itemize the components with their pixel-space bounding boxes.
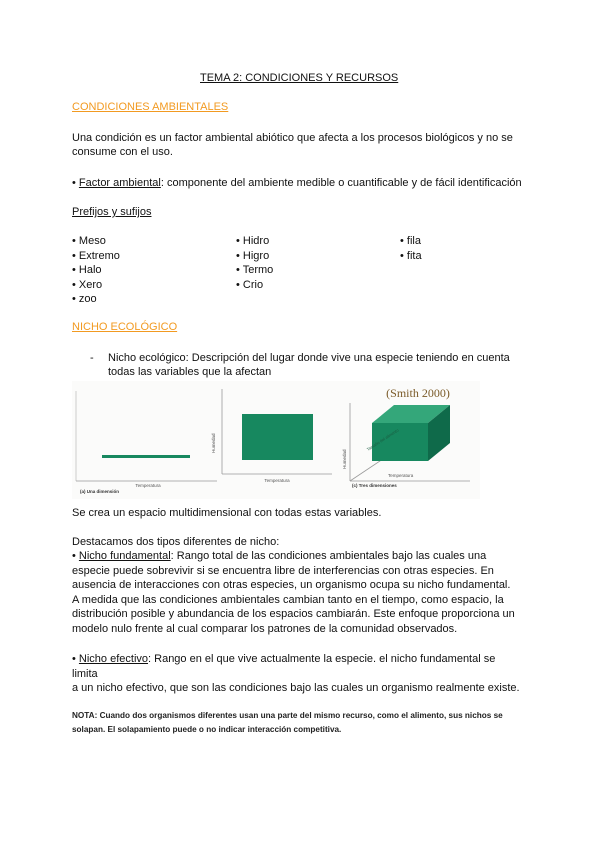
nota-block: NOTA: Cuando dos organismos diferentes usan una parte del mismo recurso, como el alimento, sus nichos se solapan. El solapamiento puede o no indicar interacción competitiva.	[72, 711, 503, 734]
nicho-efectivo-line-2: limita	[72, 667, 98, 680]
list-item: • Extremo	[72, 249, 120, 262]
panel-c-caption: (c) Tres dimensiones	[352, 483, 397, 488]
destacamos-sentence: Destacamos dos tipos diferentes de nicho:	[72, 536, 280, 548]
multidim-sentence: Se crea un espacio multidimensional con todas estas variables.	[72, 507, 382, 519]
list-item: • fita	[400, 249, 422, 262]
factor-ambiental-term: Factor ambiental	[78, 177, 161, 189]
nicho-efectivo-def-start: : Rango en el que vive actualmente la especie. el nicho fundamental se	[148, 653, 496, 665]
prefix-column-1	[72, 234, 120, 307]
bullet: •	[72, 653, 79, 665]
factor-ambiental-definition: : componente del ambiente medible o cuantificable y de fácil identificación	[160, 177, 522, 189]
nicho-fundamental-line-6: modelo nulo frente al cual comparar los patrones de la comunidad observados.	[72, 622, 458, 635]
nicho-efectivo-term: Nicho efectivo	[78, 653, 149, 665]
list-item: • Xero	[72, 278, 103, 291]
factor-ambiental-line	[72, 176, 522, 190]
nicho-efectivo-line-1	[72, 652, 495, 666]
intro-line-1: Una condición es un factor ambiental abiótico que afecta a los procesos biológicos y no se	[72, 132, 513, 144]
nicho-def-line-2: todas las variables que la afectan	[108, 366, 272, 378]
nicho-fundamental-line-4: A medida que las condiciones ambientales cambian tanto en el tiempo, como espacio, la	[72, 593, 504, 606]
panel-b-niche-rect	[242, 414, 313, 460]
nicho-fundamental-def-start: : Rango total de las condiciones ambientales bajo las cuales una	[170, 550, 487, 562]
suffix-column	[400, 234, 422, 263]
list-item: • Termo	[236, 264, 274, 277]
panel-b-x-label: Temperatura	[264, 478, 290, 483]
list-item: • Crio	[236, 278, 264, 291]
prefix-column-2	[236, 234, 273, 292]
list-item: • fila	[400, 235, 421, 247]
dash-bullet: -	[90, 352, 94, 364]
nicho-fundamental-term: Nicho fundamental	[78, 550, 171, 562]
bullet: •	[72, 177, 79, 189]
panel-c-z-label: Tamaño del alimento	[365, 427, 400, 452]
figure-citation: (Smith 2000)	[386, 386, 450, 400]
panel-c-x-label: Temperatura	[388, 473, 414, 478]
panel-a-x-label: Temperatura	[135, 483, 161, 488]
section-heading-nicho: NICHO ECOLÓGICO	[72, 321, 178, 333]
list-item: • zoo	[72, 293, 97, 306]
bullet: •	[72, 550, 79, 562]
list-item: • Higro	[236, 249, 270, 262]
panel-a-caption: (a) Una dimensión	[80, 489, 120, 494]
document-title: TEMA 2: CONDICIONES Y RECURSOS	[200, 72, 399, 84]
nicho-fundamental-line-3: ausencia de interacciones con otras especies, un organismo ocupa su nicho fundamental.	[72, 579, 511, 591]
section-heading-condiciones: CONDICIONES AMBIENTALES	[72, 101, 229, 113]
list-item: • Meso	[72, 235, 106, 247]
panel-a-niche-bar	[102, 455, 190, 458]
panel-b-y-label: Humedad	[211, 433, 216, 453]
niche-dimensions-figure	[72, 381, 480, 499]
list-item: • Halo	[72, 264, 102, 277]
nicho-fundamental-line-2: especie puede sobrevivir si se encuentra libre de interferencias con otras especies. En	[72, 564, 494, 577]
nicho-fundamental-line-1	[72, 549, 486, 563]
prefijos-heading: Prefijos y sufijos	[72, 206, 152, 218]
niche-figure-svg	[72, 381, 480, 499]
panel-c-y-label: Humedad	[342, 449, 347, 469]
intro-line-2: consume con el uso.	[72, 146, 173, 158]
nicho-efectivo-line-3: a un nicho efectivo, que son las condiciones bajo las cuales un organismo realmente existe.	[72, 682, 520, 694]
nicho-def-line-1: Nicho ecológico: Descripción del lugar donde vive una especie teniendo en cuenta	[108, 352, 510, 364]
list-item: • Hidro	[236, 235, 270, 247]
nicho-fundamental-line-5: distribución posible y abundancia de los espacios cambiarán. Este enfoque proporciona un	[72, 608, 515, 620]
